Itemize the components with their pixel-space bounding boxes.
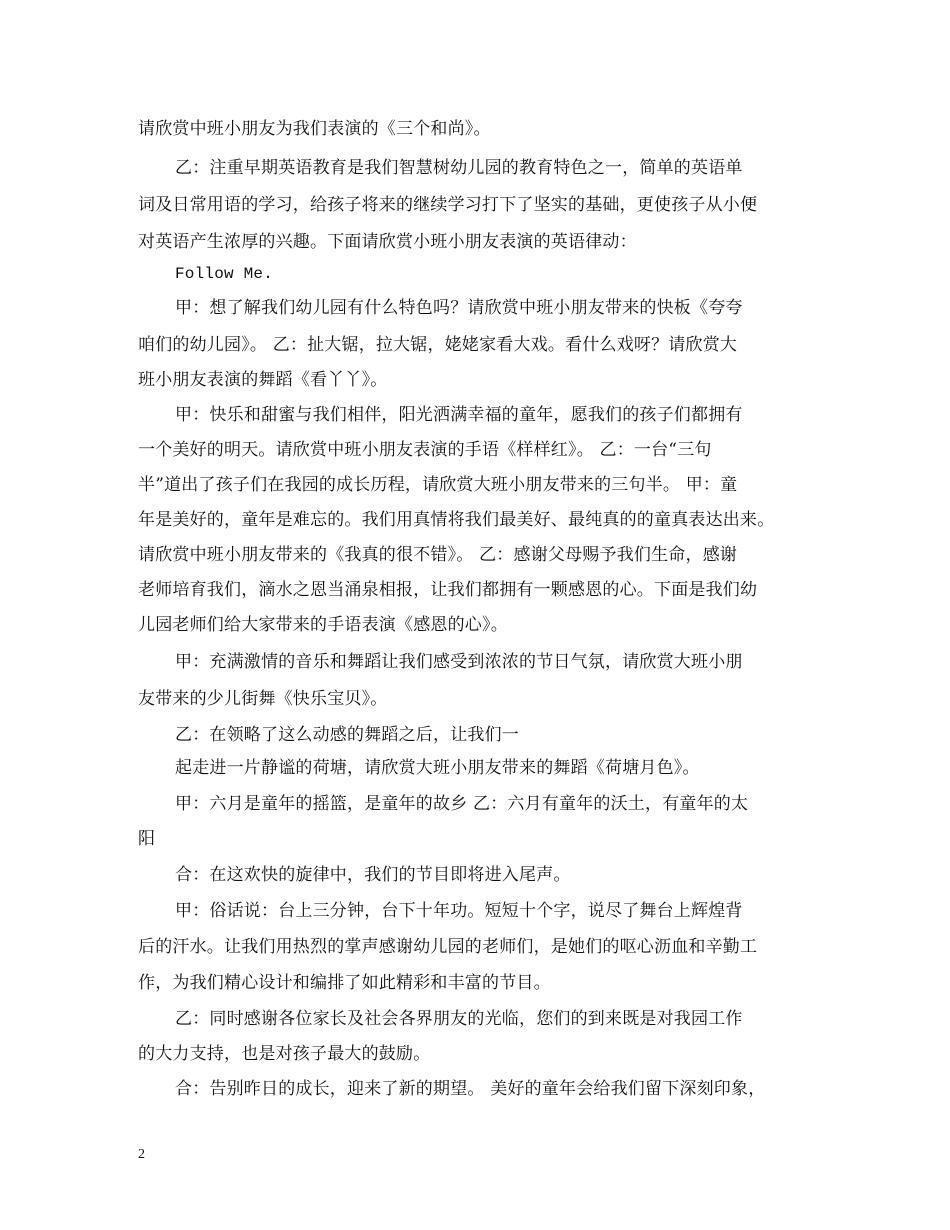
text-line: 乙：注重早期英语教育是我们智慧树幼儿园的教育特色之一，简单的英语单 — [175, 158, 743, 178]
text-line: 后的汗水。让我们用热烈的掌声感谢幼儿园的老师们，是她们的呕心沥血和辛勤工 — [138, 937, 758, 957]
text-line: 甲：快乐和甜蜜与我们相伴，阳光洒满幸福的童年，愿我们的孩子们都拥有 — [175, 405, 743, 425]
text-line: 合：在这欢快的旋律中，我们的节目即将进入尾声。 — [175, 865, 571, 885]
text-line: 友带来的少儿街舞《快乐宝贝》。 — [138, 689, 388, 709]
text-line: 合：告别昨日的成长，迎来了新的期望。 美好的童年会给我们留下深刻印象， — [175, 1079, 766, 1099]
text-line: 甲：俗话说：台上三分钟，台下十年功。短短十个字，说尽了舞台上辉煌背 — [175, 901, 743, 921]
text-line: 年是美好的，童年是难忘的。我们用真情将我们最美好、最纯真的的童真表达出来。 — [138, 510, 775, 530]
text-line: 起走进一片静谧的荷塘，请欣赏大班小朋友带来的舞蹈《荷塘月色》。 — [175, 758, 700, 778]
text-line: 对英语产生浓厚的兴趣。下面请欣赏小班小朋友表演的英语律动： — [138, 232, 637, 252]
text-line: 一个美好的明天。请欣赏中班小朋友表演的手语《样样红》。 乙：一台“三句 — [138, 440, 712, 460]
text-line: 乙：同时感谢各位家长及社会各界朋友的光临，您们的到来既是对我园工作 — [175, 1009, 743, 1029]
text-line: 请欣赏中班小朋友为我们表演的《三个和尚》。 — [138, 119, 491, 139]
text-line: 阳 — [138, 829, 156, 849]
text-line: 甲：充满激情的音乐和舞蹈让我们感受到浓浓的节日气氛，请欣赏大班小朋 — [175, 652, 743, 672]
text-line: 请欣赏中班小朋友带来的《我真的很不错》。 乙：感谢父母赐予我们生命，感谢 — [138, 545, 738, 565]
text-line: 词及日常用语的学习，给孩子将来的继续学习打下了坚实的基础，更使孩子从小便 — [138, 195, 758, 215]
text-line: 半”道出了孩子们在我园的成长历程，请欣赏大班小朋友带来的三句半。 甲：童 — [138, 475, 738, 495]
text-line: 儿园老师们给大家带来的手语表演《感恩的心》。 — [138, 615, 508, 635]
page-number: 2 — [138, 1147, 145, 1162]
text-line: 老师培育我们，滴水之恩当涌泉相报，让我们都拥有一颗感恩的心。下面是我们幼 — [138, 580, 758, 600]
text-line: 甲：六月是童年的摇篮，是童年的故乡 乙：六月有童年的沃土，有童年的太 — [175, 794, 749, 814]
text-line: 的大力支持，也是对孩子最大的鼓励。 — [138, 1044, 431, 1064]
text-line: 乙：在领略了这么动感的舞蹈之后，让我们一 — [175, 725, 519, 745]
text-line: 咱们的幼儿园》。 乙：扯大锯，拉大锯，姥姥家看大戏。看什么戏呀？请欣赏大 — [138, 335, 738, 355]
text-line: 作，为我们精心设计和编排了如此精彩和丰富的节目。 — [138, 973, 551, 993]
text-line: 甲：想了解我们幼儿园有什么特色吗？请欣赏中班小朋友带来的快板《夸夸 — [175, 298, 743, 318]
text-line: 班小朋友表演的舞蹈《看丫丫》。 — [138, 370, 388, 390]
text-line: Follow Me. — [175, 265, 274, 283]
